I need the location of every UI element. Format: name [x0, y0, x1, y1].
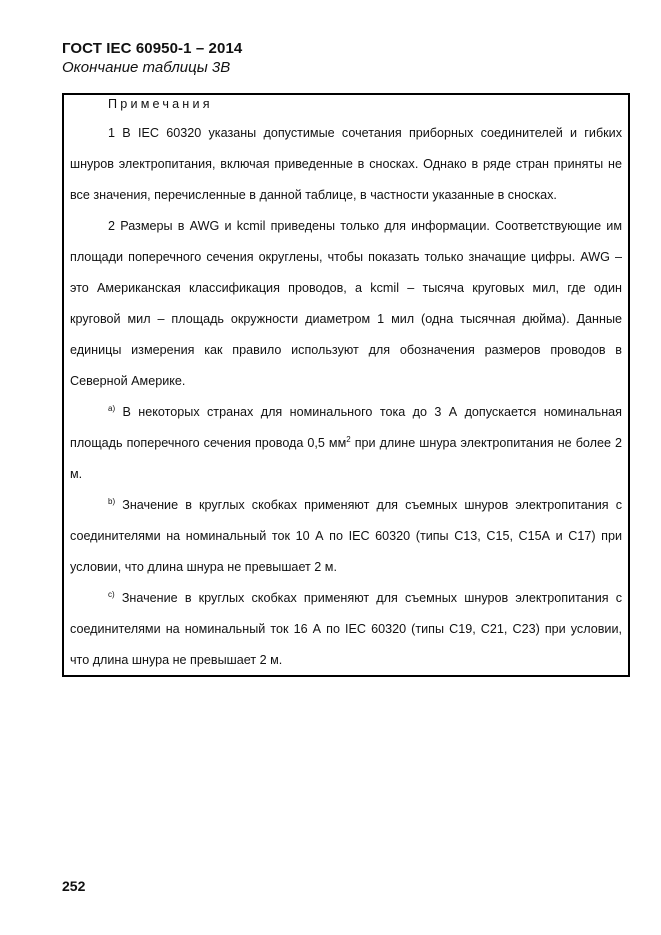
footnote-c-text: Значение в круглых скобках применяют для съемных шнуров электропитания с соединителями на номинальный ток 16 А по IEC 60320 (типы С19, С21, С23) при условии, что длина шнура не превышает 2 м.: [70, 591, 622, 667]
notes-heading: Примечания: [108, 97, 213, 111]
footnote-c: [70, 583, 622, 676]
footnote-a: [70, 397, 622, 490]
note-1: 1 В IEC 60320 указаны допустимые сочетания приборных соединителей и гибких шнуров электропитания, включая приведенные в сносках. Однако в ряде стран приняты не все значения, перечисленные в данной таблице, в частности указанные в сносках.: [70, 126, 622, 202]
footnote-b: [70, 490, 622, 583]
footnote-a-marker: a): [108, 404, 116, 413]
footnote-b-marker: b): [108, 497, 116, 506]
page-number: 252: [62, 878, 86, 894]
notes-box: [62, 93, 630, 677]
footnote-a-superscript: 2: [346, 435, 351, 444]
footnote-c-marker: c): [108, 590, 115, 599]
footnote-a-text-2: при длине шнура электропитания не более 2 м.: [70, 436, 623, 481]
footnote-a-text-1: В некоторых странах для номинального тока до 3 А допускается номинальная площадь поперечного сечения провода 0,5 мм: [70, 405, 622, 450]
footnote-b-text: Значение в круглых скобках применяют для съемных шнуров электропитания с соединителями на номинальный ток 10 А по IEC 60320 (типы С13, С15, С15А и С17) при условии, что длина шнура не превышает 2 м.: [70, 498, 622, 574]
table-continuation-label: Окончание таблицы 3В: [62, 59, 231, 76]
document-title: ГОСТ IEC 60950-1 – 2014: [62, 40, 243, 57]
note-2: 2 Размеры в AWG и kcmil приведены только для информации. Соответствующие им площади поперечного сечения округлены, чтобы показать только значащие цифры. AWG – это Американская классификация проводов, а kcmil – тысяча круговых мил, где один круговой мил – площадь окружности диаметром 1 мил (одна тысячная дюйма). Данные единицы измерения как правило используют для обозначения размеров проводов в Северной Америке.: [70, 219, 622, 388]
